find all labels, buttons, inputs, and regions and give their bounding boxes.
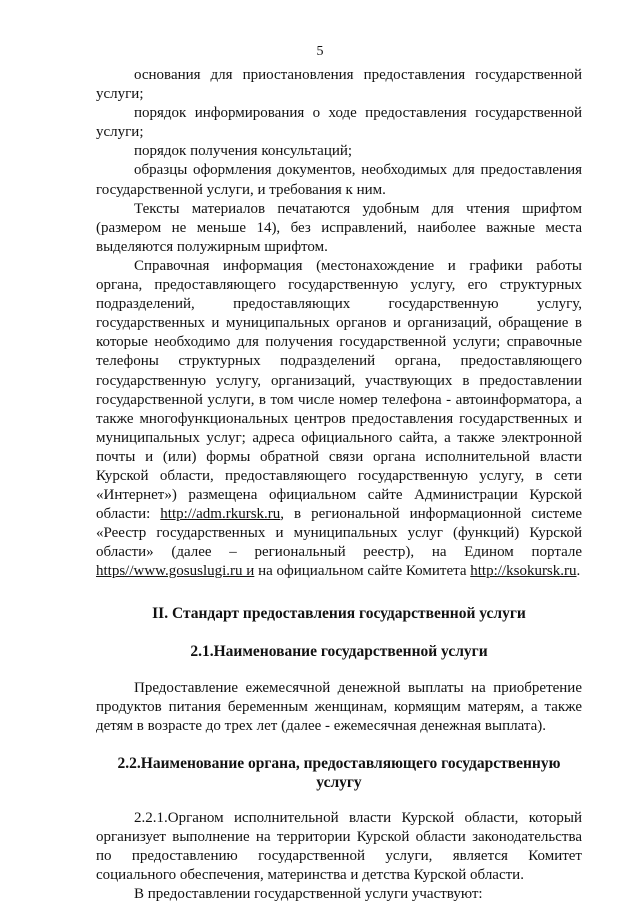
paragraph-authority: 2.2.1.Органом исполнительной власти Курской области, который организует выполнение на территории Курской области законодательства по предоставлению государственной услуги, является Комитет социального обеспечения, материнства и детства Курской области. [96,810,582,884]
document-body [96,66,582,904]
list-item-document-samples: образцы оформления документов, необходимых для предоставления государственной услуги, и требования к ним. [96,162,582,198]
list-item-suspension: основания для приостановления предоставления государственной услуги; [96,67,582,103]
subsection-heading-service-name: 2.1.Наименование государственной услуги [190,642,488,660]
paragraph-service-name: Предоставление ежемесячной денежной выплаты на приобретение продуктов питания беременным женщинам, кормящим матерям, а также детям в возрасте до трех лет (далее - ежемесячная денежная выплата). [96,679,582,734]
page-number: 5 [316,44,324,59]
paragraph-reference-info [96,257,582,582]
reference-info-text-3: на официальном сайте Комитета [254,563,471,580]
paragraph-font-requirements: Тексты материалов печатаются удобным для чтения шрифтом (размером не меньше 14), без исправлений, наиболее важные места выделяются полужирным шрифтом. [96,200,582,255]
link-adm-rkursk[interactable]: http://adm.rkursk.ru [160,506,281,523]
reference-info-end: . [576,563,581,580]
reference-info-text: Справочная информация (местонахождение и графики работы органа, предоставляющего государственную услугу, его структурных подразделений, предоставляющих государственную услугу, государственных и муниципальных органов и организаций, обращение в которые необходимо для получения государственной услуги; справочные телефоны структурных подразделений органа, предоставляющего государственную услугу, организаций, участвующих в предоставлении государственной услуги, в том числе номер телефона - автоинформатора, а также многофункциональных центров предоставления государственных и муниципальных услуг; адреса официального сайта, а также электронной почты и (или) формы обратной связи органа исполнительной власти Курской области, предоставляющего государственную услугу, в сети «Интернет») размещена официальном сайте Администрации Курской области: [96,257,582,523]
list-item-progress-info: порядок информирования о ходе предоставления государственной услуги; [96,105,582,141]
link-gosuslugi[interactable]: https//www.gosuslugi.ru и [96,563,255,580]
link-ksokursk[interactable]: http://ksokursk.ru [470,563,577,580]
list-item-consultations: порядок получения консультаций; [134,143,353,160]
paragraph-participants: В предоставлении государственной услуги участвуют: [134,886,483,903]
subsection-heading-authority: 2.2.Наименование органа, предоставляющего государственную услугу [117,755,561,791]
section-heading-standard: II. Стандарт предоставления государственной услуги [152,604,526,622]
reference-info-text-2: , в региональной информационной системе «Реестр государственных и муниципальных услуг (функций) Курской области» (далее – региональный реестр), на Едином портале [96,506,583,561]
